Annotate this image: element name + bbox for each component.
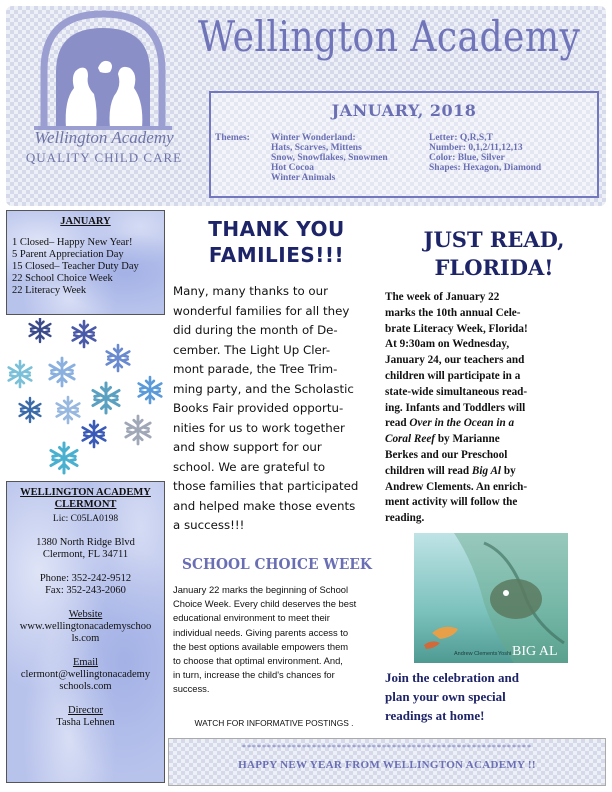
theme-item: Snow, Snowflakes, Snowmen	[271, 153, 388, 163]
license-number: Lic: C05LA0198	[52, 514, 119, 524]
learning-item: Shapes: Hexagon, Diamond	[429, 163, 542, 173]
learning-list	[429, 133, 541, 173]
theme-item: Hot Cocoa	[271, 163, 315, 173]
learning-item: Color: Blue, Silver	[429, 153, 505, 163]
email-label: Email	[72, 657, 99, 668]
contact-heading: WELLINGTON ACADEMY	[20, 487, 151, 498]
logo-name: Wellington Academy	[34, 128, 174, 147]
calendar-item: 1 Closed– Happy New Year!	[12, 237, 133, 248]
website-link[interactable]: www.wellingtonacademyschoo ls.com	[19, 621, 152, 644]
address-line: Clermont, FL 34711	[42, 549, 129, 560]
director-name: Tasha Lehnen	[56, 717, 115, 728]
fax-number: Fax: 352-243-2060	[45, 585, 126, 596]
website-label: Website	[68, 609, 103, 620]
themes-list	[271, 133, 388, 183]
theme-item: Winter Animals	[271, 173, 336, 183]
learning-item: Number: 0,1,2/11,12,13	[429, 143, 523, 153]
school-choice-body: January 22 marks the beginning of School Choice Week. Every child deserves the best educational environment to meet their individual needs. Giving parents access to the best options available empowers them to choose that optimal environment. And, in turn, increase the child's chances for success.	[173, 584, 357, 695]
book-cover-title: BIG AL	[512, 644, 558, 659]
calendar-item: 22 Literacy Week	[12, 285, 87, 296]
footer-greeting: HAPPY NEW YEAR FROM WELLINGTON ACADEMY !!	[238, 759, 536, 771]
book-title-italic: Big Al	[471, 464, 502, 477]
logo-tagline: QUALITY CHILD CARE	[25, 150, 183, 165]
florida-body: The week of January 22 marks the 10th annual Cele- brate Literacy Week, Florida! At 9:30am on Wednesday, January 24, our teachers and children will participate in a state-wide simultaneous read- ing. Infants and Toddlers will read Over in the Ocean in a Coral Reef by Marianne Berkes and our Preschool children will read Big Al by Andrew Clements. An enrich- ment activity will follow the reading.	[385, 291, 528, 525]
email-link[interactable]: clermont@wellingtonacademy schools.com	[20, 669, 151, 692]
masthead-title: Wellington Academy	[198, 12, 581, 61]
thanks-title: THANK YOU FAMILIES!!!	[208, 217, 345, 267]
january-list	[7, 237, 164, 297]
learning-item: Letter: Q,R,S,T	[429, 133, 493, 143]
florida-title: JUST READ, FLORIDA!	[423, 227, 565, 280]
thanks-body: Many, many thanks to our wonderful families for all they did during the month of De- cember. The Light Up Cler- mont parade, the Tree Trim- ming party, and the Scholastic Books Fair provided opportu- nities for us to work together and show support for our school. We are grateful to those families that participated and helped make those events a success!!!	[173, 284, 359, 532]
january-calendar-box	[6, 210, 165, 315]
school-choice-title: SCHOOL CHOICE WEEK	[182, 555, 372, 573]
phone-number: Phone: 352-242-9512	[39, 573, 132, 584]
snowflakes-decoration-icon	[6, 318, 166, 480]
calendar-item: 22 School Choice Week	[12, 273, 113, 284]
footer-banner	[168, 738, 606, 786]
logo-caption	[18, 128, 190, 166]
director-label: Director	[68, 705, 103, 716]
theme-item: Hats, Scarves, Mittens	[271, 143, 362, 153]
book-title-italic: Over in the Ocean in a	[409, 417, 515, 430]
big-al-book-cover	[414, 533, 568, 663]
calendar-item: 5 Parent Appreciation Day	[12, 249, 124, 260]
footer-stars: **********************************************************	[242, 743, 532, 752]
book-cover-author: Andrew Clements	[454, 651, 498, 657]
month-info-box	[209, 91, 599, 198]
contact-subheading: CLERMONT	[54, 499, 117, 510]
calendar-item: 15 Closed– Teacher Duty Day	[12, 261, 139, 272]
book-title-italic: Coral Reef	[385, 433, 436, 446]
book-cover-illustrator: Yoshi	[498, 651, 512, 657]
address-line: 1380 North Ridge Blvd	[36, 537, 135, 548]
themes-label: Themes:	[215, 133, 250, 143]
school-choice-footer: WATCH FOR INFORMATIVE POSTINGS .	[194, 718, 354, 728]
join-celebration-text: Join the celebration and plan your own special readings at home!	[385, 670, 519, 723]
newsletter-header	[6, 6, 606, 206]
month-title: JANUARY, 2018	[331, 101, 477, 120]
january-heading: JANUARY	[60, 216, 111, 227]
theme-item: Winter Wonderland:	[271, 133, 356, 143]
contact-info-box	[6, 481, 165, 783]
